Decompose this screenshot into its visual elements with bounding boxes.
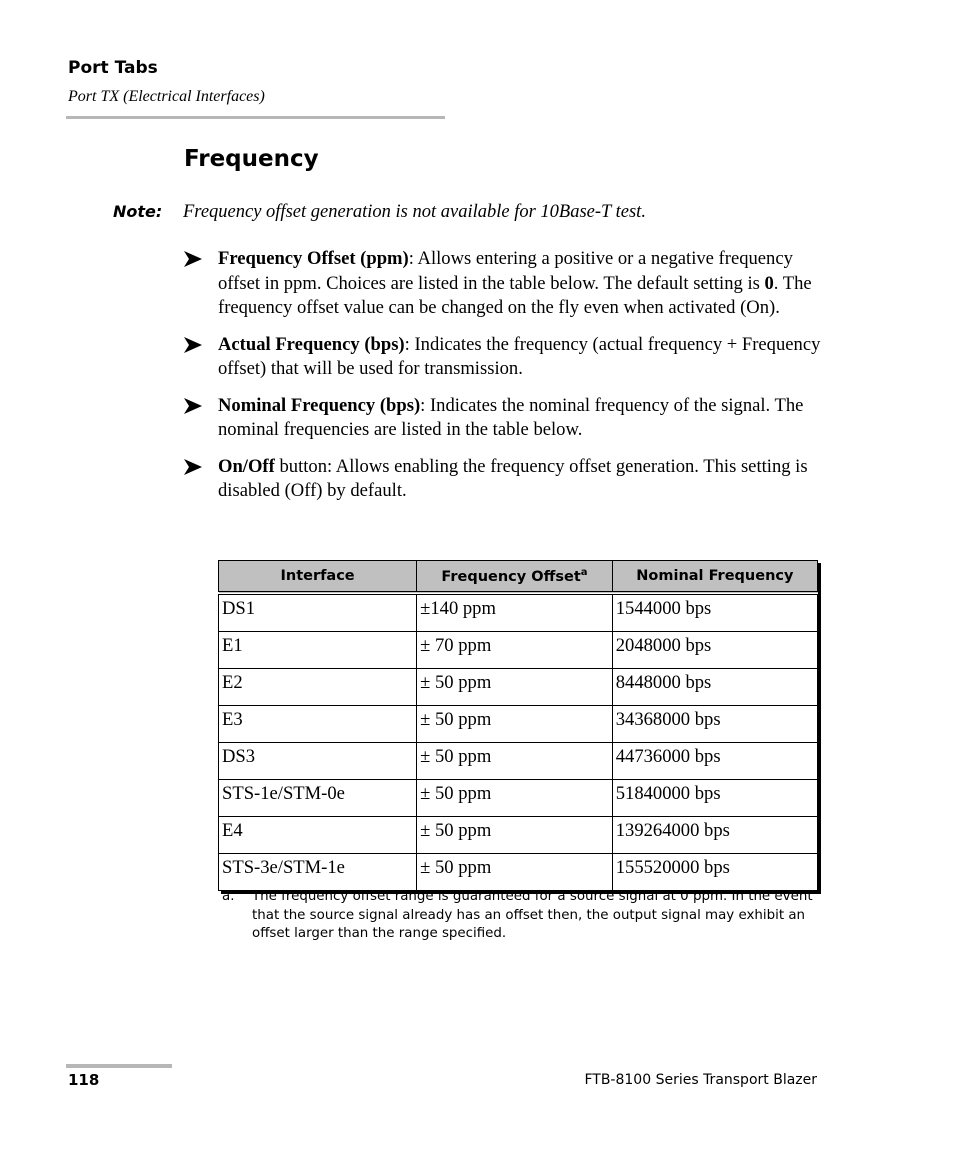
cell-nominal-frequency: 1544000 bps <box>612 593 817 632</box>
cell-frequency-offset: ± 50 ppm <box>417 817 613 854</box>
arrow-bullet-icon <box>184 398 202 414</box>
frequency-table-container <box>218 560 820 891</box>
cell-interface: DS1 <box>219 593 417 632</box>
running-header-section: Port Tabs <box>68 58 158 78</box>
bullet-text: : Allows entering a positive or a negative frequency offset in ppm. Choices are listed in the table below. The default setting is <box>218 248 793 294</box>
running-header-subsection: Port TX (Electrical Interfaces) <box>68 88 265 105</box>
cell-frequency-offset: ± 70 ppm <box>417 632 613 669</box>
cell-frequency-offset: ± 50 ppm <box>417 706 613 743</box>
column-header-interface: Interface <box>219 561 417 594</box>
cell-frequency-offset: ± 50 ppm <box>417 854 613 891</box>
column-header-nominal-frequency: Nominal Frequency <box>612 561 817 594</box>
table-row <box>219 817 818 854</box>
table-row <box>219 593 818 632</box>
bullet-term: Actual Frequency (bps) <box>218 333 405 355</box>
table-row <box>219 706 818 743</box>
table-row <box>219 632 818 669</box>
cell-frequency-offset: ±140 ppm <box>417 593 613 632</box>
column-header-frequency-offset <box>417 561 613 594</box>
list-item <box>184 394 824 443</box>
list-item <box>184 247 824 321</box>
header-divider <box>66 116 445 119</box>
note-label: Note: <box>113 202 163 221</box>
cell-interface: DS3 <box>219 743 417 780</box>
frequency-table <box>218 560 818 891</box>
cell-nominal-frequency: 44736000 bps <box>612 743 817 780</box>
cell-frequency-offset: ± 50 ppm <box>417 743 613 780</box>
cell-nominal-frequency: 139264000 bps <box>612 817 817 854</box>
cell-interface: E1 <box>219 632 417 669</box>
cell-frequency-offset: ± 50 ppm <box>417 780 613 817</box>
note <box>113 201 646 223</box>
cell-nominal-frequency: 51840000 bps <box>612 780 817 817</box>
cell-nominal-frequency: 155520000 bps <box>612 854 817 891</box>
cell-interface: E3 <box>219 706 417 743</box>
bullet-text: button: Allows enabling the frequency offset generation. This setting is disabled (Off) by default. <box>218 455 808 501</box>
table-row <box>219 854 818 891</box>
arrow-bullet-icon <box>184 337 202 353</box>
bullet-term: Nominal Frequency (bps) <box>218 394 421 416</box>
cell-interface: E2 <box>219 669 417 706</box>
footnote-letter: a. <box>222 889 235 904</box>
table-row <box>219 669 818 706</box>
page-title: Frequency <box>184 146 319 172</box>
bullet-list <box>184 247 824 516</box>
bullet-term: Frequency Offset (ppm) <box>218 248 409 269</box>
footnote-text: The frequency offset range is guaranteed for a source signal at 0 ppm. In the event that the source signal already has an offset then, the output signal may exhibit an offset larger than the range specified. <box>252 889 813 941</box>
table-footnote <box>222 888 822 944</box>
cell-frequency-offset: ± 50 ppm <box>417 669 613 706</box>
cell-nominal-frequency: 8448000 bps <box>612 669 817 706</box>
table-row <box>219 780 818 817</box>
bullet-text: : Indicates the nominal frequency of the signal. The nominal frequencies are listed in the table below. <box>218 394 804 440</box>
footnote-marker: a <box>580 567 588 579</box>
product-name: FTB-8100 Series Transport Blazer <box>584 1072 817 1088</box>
bullet-text: : Indicates the frequency (actual frequency + Frequency offset) that will be used for transmission. <box>218 333 821 379</box>
column-header-label: Frequency Offset <box>441 568 581 585</box>
cell-nominal-frequency: 34368000 bps <box>612 706 817 743</box>
arrow-bullet-icon <box>184 459 202 475</box>
bullet-emphasis: 0 <box>764 272 774 294</box>
bullet-text: . The frequency offset value can be changed on the fly even when activated (On). <box>218 272 812 318</box>
cell-interface: E4 <box>219 817 417 854</box>
table-row <box>219 743 818 780</box>
cell-interface: STS-1e/STM-0e <box>219 780 417 817</box>
page-number: 118 <box>68 1071 100 1089</box>
cell-nominal-frequency: 2048000 bps <box>612 632 817 669</box>
arrow-bullet-icon <box>184 251 202 267</box>
footer-divider <box>66 1064 172 1068</box>
cell-interface: STS-3e/STM-1e <box>219 854 417 891</box>
list-item <box>184 333 824 382</box>
note-text: Frequency offset generation is not available for 10Base-T test. <box>183 202 646 222</box>
bullet-term: On/Off <box>218 455 275 477</box>
list-item <box>184 455 824 504</box>
table-header-row <box>219 561 818 594</box>
